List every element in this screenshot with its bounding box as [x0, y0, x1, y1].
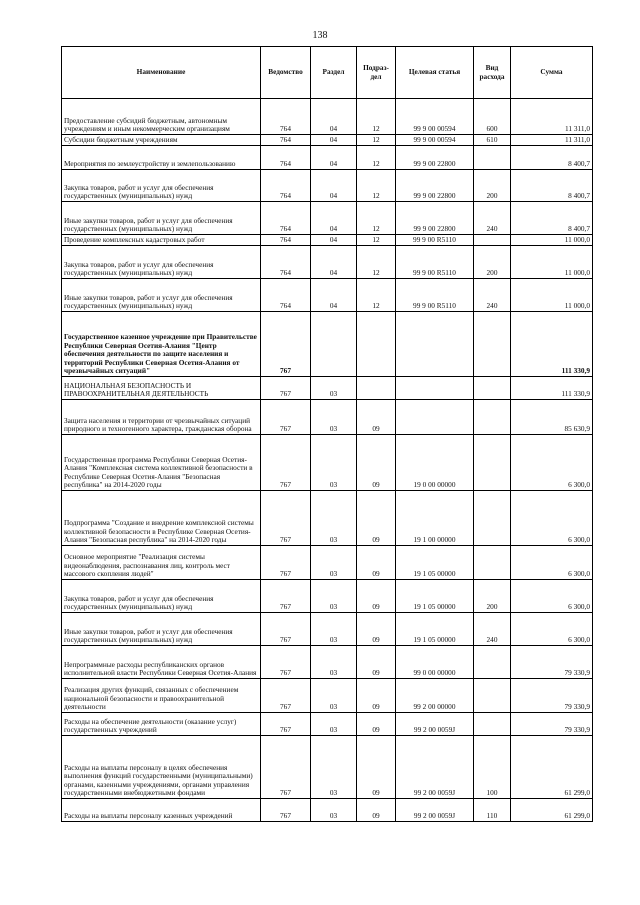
row-name: Иные закупки товаров, работ и услуг для обеспечения государственных (муниципальных) нужд — [62, 613, 261, 646]
row-dept: 764 — [261, 235, 311, 246]
row-type: 600 — [474, 99, 511, 135]
row-section: 03 — [311, 713, 357, 736]
table-row — [62, 312, 593, 377]
row-article: 99 9 00 22800 — [396, 146, 474, 170]
row-type — [474, 400, 511, 435]
row-sum: 85 630,9 — [511, 400, 593, 435]
row-name: Реализация других функций, связанных с обеспечением национальной безопасности и правоохранительной деятельности — [62, 679, 261, 713]
row-type: 240 — [474, 613, 511, 646]
row-dept: 764 — [261, 146, 311, 170]
row-article — [396, 377, 474, 400]
row-article — [396, 312, 474, 377]
row-sum: 11 311,0 — [511, 135, 593, 146]
row-section: 04 — [311, 235, 357, 246]
row-article: 99 0 00 00000 — [396, 646, 474, 679]
row-article: 19 0 00 00000 — [396, 435, 474, 491]
table-row — [62, 736, 593, 799]
row-sum: 6 300,0 — [511, 546, 593, 580]
row-name: Государственная программа Республики Северная Осетия-Алания "Комплексная система коллективной безопасности в Республике Северная Осетия-Алания "Безопасная республика" на 2014-2020 годы — [62, 435, 261, 491]
row-section: 04 — [311, 99, 357, 135]
row-sum: 61 299,0 — [511, 799, 593, 822]
row-name: Закупка товаров, работ и услуг для обеспечения государственных (муниципальных) нужд — [62, 580, 261, 613]
row-subsection: 09 — [357, 736, 396, 799]
table-row — [62, 135, 593, 146]
row-section: 03 — [311, 646, 357, 679]
row-type — [474, 646, 511, 679]
row-type — [474, 679, 511, 713]
row-sum: 8 400,7 — [511, 202, 593, 235]
row-sum: 8 400,7 — [511, 146, 593, 170]
row-name: Защита населения и территории от чрезвычайных ситуаций природного и техногенного характера, гражданская оборона — [62, 400, 261, 435]
table-row — [62, 799, 593, 822]
column-header-article: Целевая статья — [396, 47, 474, 99]
row-subsection: 09 — [357, 646, 396, 679]
row-sum: 11 000,0 — [511, 279, 593, 312]
row-name: Расходы на выплаты персоналу казенных учреждений — [62, 799, 261, 822]
row-subsection: 12 — [357, 246, 396, 279]
table-row — [62, 279, 593, 312]
column-header-subsection: Подраз-дел — [357, 47, 396, 99]
row-name: НАЦИОНАЛЬНАЯ БЕЗОПАСНОСТЬ И ПРАВООХРАНИТЕЛЬНАЯ ДЕЯТЕЛЬНОСТЬ — [62, 377, 261, 400]
table-row — [62, 377, 593, 400]
row-sum: 61 299,0 — [511, 736, 593, 799]
row-sum: 6 300,0 — [511, 613, 593, 646]
row-section — [311, 312, 357, 377]
table-row — [62, 546, 593, 580]
row-sum: 11 000,0 — [511, 235, 593, 246]
row-section: 03 — [311, 580, 357, 613]
row-dept: 767 — [261, 646, 311, 679]
row-section: 03 — [311, 679, 357, 713]
row-type: 240 — [474, 202, 511, 235]
row-subsection: 09 — [357, 400, 396, 435]
column-header-dept: Ведомство — [261, 47, 311, 99]
column-header-sum: Сумма — [511, 47, 593, 99]
row-sum: 8 400,7 — [511, 170, 593, 202]
row-dept: 764 — [261, 99, 311, 135]
row-section: 04 — [311, 135, 357, 146]
row-article: 99 9 00 22800 — [396, 170, 474, 202]
row-article: 99 9 00 R5110 — [396, 279, 474, 312]
row-name: Мероприятия по землеустройству и землепользованию — [62, 146, 261, 170]
row-subsection: 09 — [357, 613, 396, 646]
row-dept: 767 — [261, 679, 311, 713]
row-article: 99 2 00 0059J — [396, 713, 474, 736]
row-name: Расходы на обеспечение деятельности (оказание услуг) государственных учреждений — [62, 713, 261, 736]
table-row — [62, 400, 593, 435]
row-subsection: 12 — [357, 146, 396, 170]
row-type — [474, 146, 511, 170]
row-name: Основное мероприятие "Реализация системы видеонаблюдения, распознавания лиц, контроль мест массового скопления людей" — [62, 546, 261, 580]
row-name: Закупка товаров, работ и услуг для обеспечения государственных (муниципальных) нужд — [62, 246, 261, 279]
row-type: 200 — [474, 580, 511, 613]
row-name: Субсидии бюджетным учреждениям — [62, 135, 261, 146]
row-dept: 764 — [261, 202, 311, 235]
row-subsection: 12 — [357, 99, 396, 135]
row-type — [474, 377, 511, 400]
row-dept: 764 — [261, 170, 311, 202]
table-row — [62, 170, 593, 202]
row-article — [396, 400, 474, 435]
column-header-section: Раздел — [311, 47, 357, 99]
row-section: 04 — [311, 202, 357, 235]
row-name: Государственное казенное учреждение при Правительстве Республики Северная Осетия-Алания "Центр обеспечения деятельности по защите населения и территорий Республики Северная Осетия-Алания от чрезвычайных ситуаций" — [62, 312, 261, 377]
row-sum: 111 330,9 — [511, 377, 593, 400]
column-header-name: Наименование — [62, 47, 261, 99]
table-row — [62, 146, 593, 170]
row-type — [474, 713, 511, 736]
row-sum: 111 330,9 — [511, 312, 593, 377]
row-dept: 767 — [261, 613, 311, 646]
table-row — [62, 679, 593, 713]
row-subsection: 09 — [357, 491, 396, 546]
budget-table — [61, 46, 593, 822]
row-article: 99 9 00 22800 — [396, 202, 474, 235]
row-article: 99 9 00 R5110 — [396, 235, 474, 246]
row-subsection — [357, 377, 396, 400]
row-section: 03 — [311, 491, 357, 546]
row-section: 04 — [311, 146, 357, 170]
row-sum: 11 311,0 — [511, 99, 593, 135]
row-dept: 767 — [261, 400, 311, 435]
row-dept: 767 — [261, 799, 311, 822]
row-article: 19 1 00 00000 — [396, 491, 474, 546]
row-dept: 764 — [261, 279, 311, 312]
row-subsection: 09 — [357, 799, 396, 822]
row-section: 03 — [311, 435, 357, 491]
row-type — [474, 546, 511, 580]
row-article: 99 9 00 00594 — [396, 135, 474, 146]
row-type: 240 — [474, 279, 511, 312]
row-section: 03 — [311, 613, 357, 646]
row-dept: 767 — [261, 312, 311, 377]
table-row — [62, 580, 593, 613]
row-type: 200 — [474, 170, 511, 202]
row-section: 04 — [311, 246, 357, 279]
row-sum: 79 330,9 — [511, 713, 593, 736]
row-type: 100 — [474, 736, 511, 799]
row-section: 04 — [311, 170, 357, 202]
table-row — [62, 246, 593, 279]
table-header-row — [62, 47, 593, 99]
row-sum: 11 000,0 — [511, 246, 593, 279]
row-name: Иные закупки товаров, работ и услуг для обеспечения государственных (муниципальных) нужд — [62, 279, 261, 312]
row-section: 03 — [311, 736, 357, 799]
row-dept: 767 — [261, 580, 311, 613]
row-dept: 767 — [261, 736, 311, 799]
row-dept: 767 — [261, 435, 311, 491]
row-sum: 79 330,9 — [511, 679, 593, 713]
row-subsection: 12 — [357, 279, 396, 312]
row-article: 99 9 00 00594 — [396, 99, 474, 135]
row-dept: 764 — [261, 246, 311, 279]
row-section: 03 — [311, 400, 357, 435]
row-subsection — [357, 312, 396, 377]
row-name: Иные закупки товаров, работ и услуг для обеспечения государственных (муниципальных) нужд — [62, 202, 261, 235]
row-sum: 6 300,0 — [511, 580, 593, 613]
row-section: 03 — [311, 377, 357, 400]
row-dept: 767 — [261, 377, 311, 400]
row-name: Предоставление субсидий бюджетным, автономным учреждениям и иным некоммерческим организациям — [62, 99, 261, 135]
row-subsection: 09 — [357, 679, 396, 713]
row-dept: 767 — [261, 491, 311, 546]
row-article: 99 2 00 0059J — [396, 736, 474, 799]
page-number: 138 — [312, 30, 328, 41]
row-dept: 767 — [261, 546, 311, 580]
row-name: Непрограммные расходы республиканских органов исполнительной власти Республики Северная Осетия-Алания — [62, 646, 261, 679]
row-type — [474, 235, 511, 246]
row-article: 99 9 00 R5110 — [396, 246, 474, 279]
row-article: 99 2 00 00000 — [396, 679, 474, 713]
row-section: 03 — [311, 799, 357, 822]
row-section: 03 — [311, 546, 357, 580]
row-type: 200 — [474, 246, 511, 279]
row-name: Проведение комплексных кадастровых работ — [62, 235, 261, 246]
row-subsection: 12 — [357, 235, 396, 246]
row-dept: 767 — [261, 713, 311, 736]
row-article: 19 1 05 00000 — [396, 613, 474, 646]
row-sum: 6 300,0 — [511, 435, 593, 491]
row-name: Закупка товаров, работ и услуг для обеспечения государственных (муниципальных) нужд — [62, 170, 261, 202]
row-subsection: 09 — [357, 713, 396, 736]
table-row — [62, 435, 593, 491]
row-subsection: 12 — [357, 170, 396, 202]
row-subsection: 12 — [357, 135, 396, 146]
table-row — [62, 713, 593, 736]
row-article: 99 2 00 0059J — [396, 799, 474, 822]
row-dept: 764 — [261, 135, 311, 146]
column-header-type: Вид расхода — [474, 47, 511, 99]
row-subsection: 09 — [357, 546, 396, 580]
table-row — [62, 646, 593, 679]
row-type — [474, 312, 511, 377]
row-name: Расходы на выплаты персоналу в целях обеспечения выполнения функций государственными (муниципальными) органами, казенными учреждениями, органами управления государственными внебюджетными фондами — [62, 736, 261, 799]
table-row — [62, 613, 593, 646]
row-type: 110 — [474, 799, 511, 822]
table-row — [62, 491, 593, 546]
row-name: Подпрограмма "Создание и внедрение комплексной системы коллективной безопасности в Республике Северная Осетия-Алания "Безопасная республика" на 2014-2020 годы — [62, 491, 261, 546]
row-article: 19 1 05 00000 — [396, 580, 474, 613]
row-type — [474, 435, 511, 491]
row-subsection: 09 — [357, 435, 396, 491]
row-section: 04 — [311, 279, 357, 312]
row-article: 19 1 05 00000 — [396, 546, 474, 580]
row-sum: 79 330,9 — [511, 646, 593, 679]
row-subsection: 09 — [357, 580, 396, 613]
row-type — [474, 491, 511, 546]
row-type: 610 — [474, 135, 511, 146]
table-row — [62, 202, 593, 235]
row-sum: 6 300,0 — [511, 491, 593, 546]
row-subsection: 12 — [357, 202, 396, 235]
table-row — [62, 235, 593, 246]
table-row — [62, 99, 593, 135]
